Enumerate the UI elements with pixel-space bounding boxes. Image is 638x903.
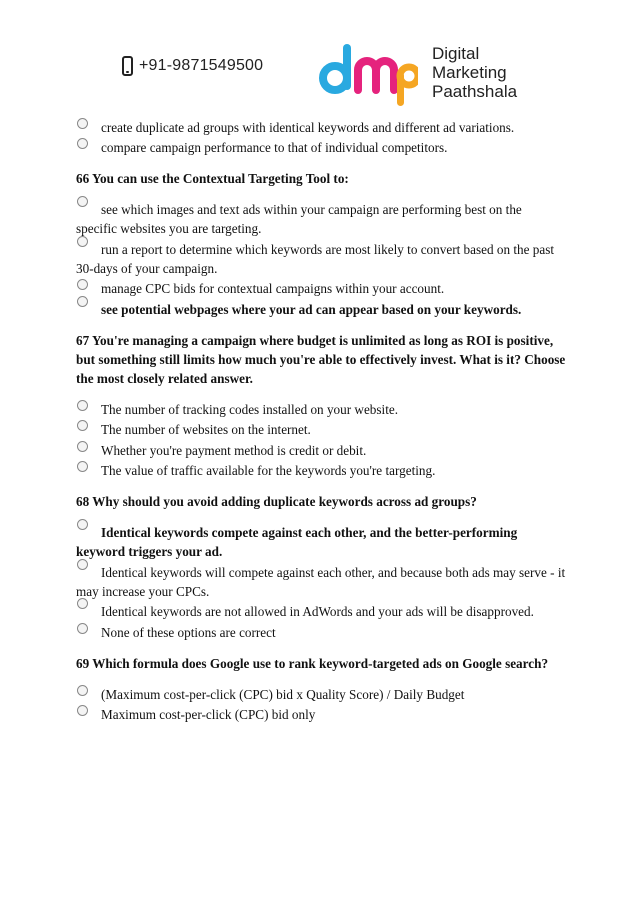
radio-button-icon[interactable] [77, 598, 88, 609]
q67-option-1[interactable]: The number of tracking codes installed on your website. [76, 400, 566, 419]
question-69-title: 69 Which formula does Google use to rank keyword-targeted ads on Google search? [76, 655, 549, 671]
q68-option-3[interactable]: Identical keywords are not allowed in AdWords and your ads will be disapproved. [76, 602, 566, 621]
question-67-title: 67 You're managing a campaign where budget is unlimited as long as ROI is positive, but something still limits how much you're able to effectively invest. What is it? Choose the most closely related answer. [76, 332, 566, 386]
radio-button-icon[interactable] [77, 296, 88, 307]
q66-option-4[interactable]: see potential webpages where your ad can appear based on your keywords. [76, 300, 566, 319]
radio-button-icon[interactable] [77, 559, 88, 570]
radio-button-icon[interactable] [77, 623, 88, 634]
question-66-title: 66 You can use the Contextual Targeting Tool to: [76, 171, 349, 186]
q67-option-3[interactable]: Whether you're payment method is credit or debit. [76, 441, 566, 460]
q68-option-2[interactable]: Identical keywords will compete against each other, and because both ads may serve - it may increase your CPCs. [76, 563, 566, 601]
radio-button-icon[interactable] [77, 118, 88, 129]
prev-option-2[interactable]: compare campaign performance to that of individual competitors. [76, 138, 566, 157]
q66-option-3[interactable]: manage CPC bids for contextual campaigns within your account. [76, 279, 566, 298]
radio-button-icon[interactable] [77, 441, 88, 452]
radio-button-icon[interactable] [77, 236, 88, 247]
q66-option-1[interactable]: see which images and text ads within your campaign are performing best on the specific websites you are targeting. [76, 200, 566, 238]
radio-button-icon[interactable] [77, 705, 88, 716]
brand-name [432, 44, 517, 101]
brand-line-paathshala: Paathshala [432, 82, 518, 101]
q68-option-1[interactable]: Identical keywords compete against each other, and the better-performing keyword triggers your ad. [76, 523, 566, 561]
radio-button-icon[interactable] [77, 138, 88, 149]
dmp-logo [318, 36, 418, 108]
q69-option-1[interactable]: (Maximum cost-per-click (CPC) bid x Quality Score) / Daily Budget [76, 685, 566, 704]
brand-line-marketing: Marketing [432, 63, 507, 82]
q68-option-4[interactable]: None of these options are correct [76, 623, 566, 642]
phone-contact [122, 56, 263, 76]
mobile-phone-icon [122, 56, 133, 76]
q67-option-4[interactable]: The value of traffic available for the keywords you're targeting. [76, 461, 566, 480]
radio-button-icon[interactable] [77, 420, 88, 431]
prev-option-1[interactable]: create duplicate ad groups with identical keywords and different ad variations. [76, 118, 566, 137]
phone-number: +91-9871549500 [139, 57, 264, 74]
brand-line-digital: Digital [432, 44, 480, 63]
q67-option-2[interactable]: The number of websites on the internet. [76, 420, 566, 439]
radio-button-icon[interactable] [77, 196, 88, 207]
radio-button-icon[interactable] [77, 461, 88, 472]
radio-button-icon[interactable] [77, 400, 88, 411]
question-68-title: 68 Why should you avoid adding duplicate keywords across ad groups? [76, 494, 477, 509]
quiz-content [76, 116, 566, 724]
q66-option-2[interactable]: run a report to determine which keywords are most likely to convert based on the past 30-days of your campaign. [76, 240, 566, 278]
q69-option-2[interactable]: Maximum cost-per-click (CPC) bid only [76, 705, 566, 724]
radio-button-icon[interactable] [77, 279, 88, 290]
radio-button-icon[interactable] [77, 519, 88, 530]
radio-button-icon[interactable] [77, 685, 88, 696]
page-header [0, 0, 638, 110]
